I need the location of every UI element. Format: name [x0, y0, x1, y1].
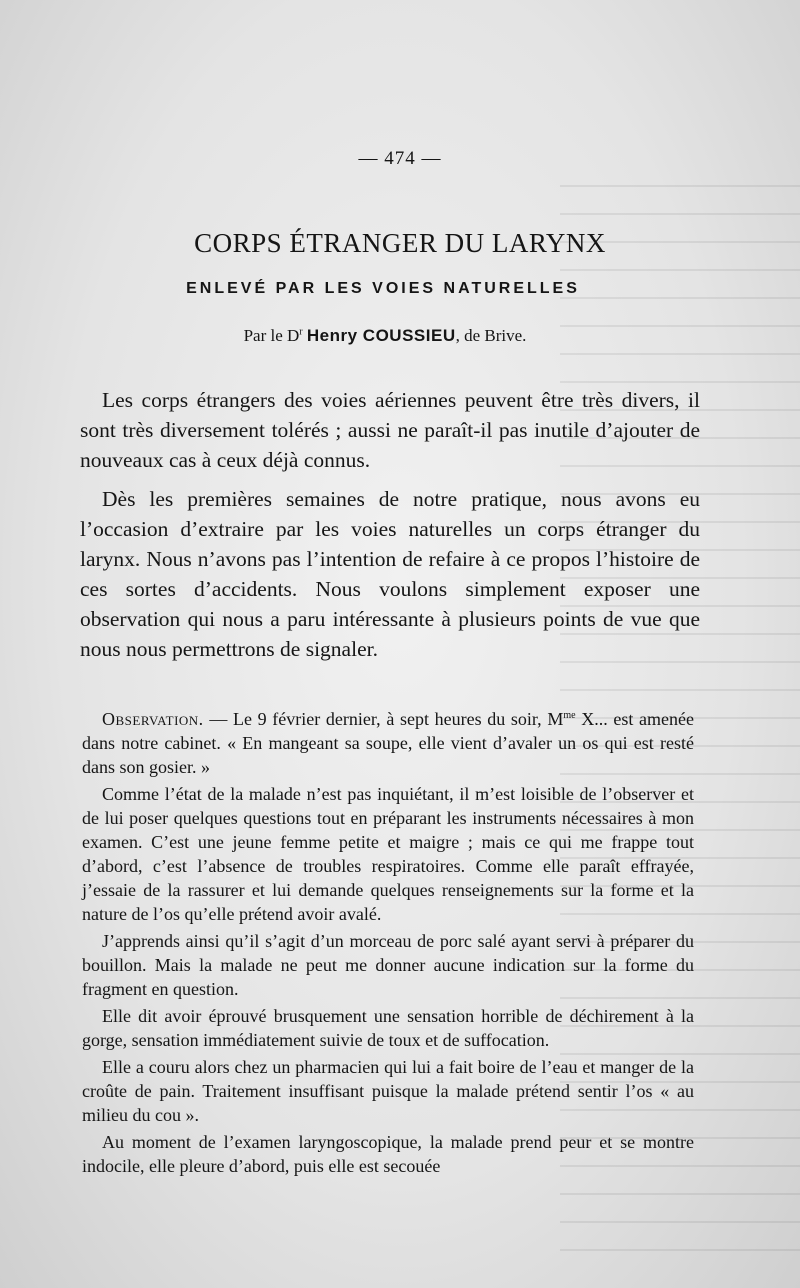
- byline: [0, 326, 770, 346]
- intro-paragraph: Les corps étrangers des voies aériennes peuvent être très divers, il sont très diversement tolérés ; aussi ne paraît-il pas inutile d’ajouter de nouveaux cas à ceux déjà connus.: [80, 388, 700, 472]
- byline-suffix: , de Brive.: [455, 326, 527, 345]
- page-number: — 474 —: [358, 148, 442, 169]
- observation-paragraph: Au moment de l’examen laryngoscopique, la malade prend peur et se montre indocile, elle pleure d’abord, puis elle est secouée: [82, 1132, 694, 1176]
- article-title: CORPS ÉTRANGER DU LARYNX: [194, 228, 606, 258]
- introduction: [80, 385, 700, 673]
- author-name: Henry COUSSIEU: [306, 326, 456, 345]
- observation-heading: Observation.: [102, 709, 204, 729]
- intro-paragraph: Dès les premières semaines de notre pratique, nous avons eu l’occasion d’extraire par les voies naturelles un corps étranger du larynx. Nous n’avons pas l’intention de refaire à ce propos l’histoire de ces sortes d’accidents. Nous voulons simplement exposer une observation qui nous a paru intéressante à plusieurs points de vue que nous nous permettrons de signaler.: [80, 487, 700, 661]
- observation-text: — Le 9 février dernier, à sept heures du soir, M: [203, 709, 564, 729]
- observation-text-rest: X... est amenée dans notre cabinet. « En mangeant sa soupe, elle vient d’avaler un os qui est resté dans son gosier. »: [82, 709, 694, 777]
- observation-paragraph: J’apprends ainsi qu’il s’agit d’un morceau de porc salé ayant servi à préparer du bouillon. Mais la malade ne peut me donner aucune indication sur la forme du fragment en question.: [82, 931, 694, 999]
- observation-paragraph: [82, 707, 694, 779]
- article-subtitle: ENLEVÉ PAR LES VOIES NATURELLES: [186, 280, 580, 297]
- byline-prefix: Par le D: [243, 326, 300, 345]
- byline-prefix-sup: r: [299, 326, 303, 338]
- observation-sup: me: [563, 710, 576, 721]
- observation-paragraph: Comme l’état de la malade n’est pas inquiétant, il m’est loisible de l’observer et de lui poser quelques questions tout en préparant les instruments nécessaires à mon examen. C’est une jeune femme petite et maigre ; mais ce qui me frappe tout d’abord, c’est l’absence de troubles respiratoires. Comme elle paraît effrayée, j’essaie de la rassurer et lui demande quelques renseignements sur la forme et la nature de l’os qu’elle prétend avoir avalé.: [82, 784, 694, 924]
- observation-section: [82, 707, 694, 1181]
- observation-paragraph: Elle a couru alors chez un pharmacien qui lui a fait boire de l’eau et manger de la croûte de pain. Traitement insuffisant puisque la malade prétend sentir l’os « au milieu du cou ».: [82, 1057, 694, 1125]
- observation-paragraph: Elle dit avoir éprouvé brusquement une sensation horrible de déchirement à la gorge, sensation immédiatement suivie de toux et de suffocation.: [82, 1006, 694, 1050]
